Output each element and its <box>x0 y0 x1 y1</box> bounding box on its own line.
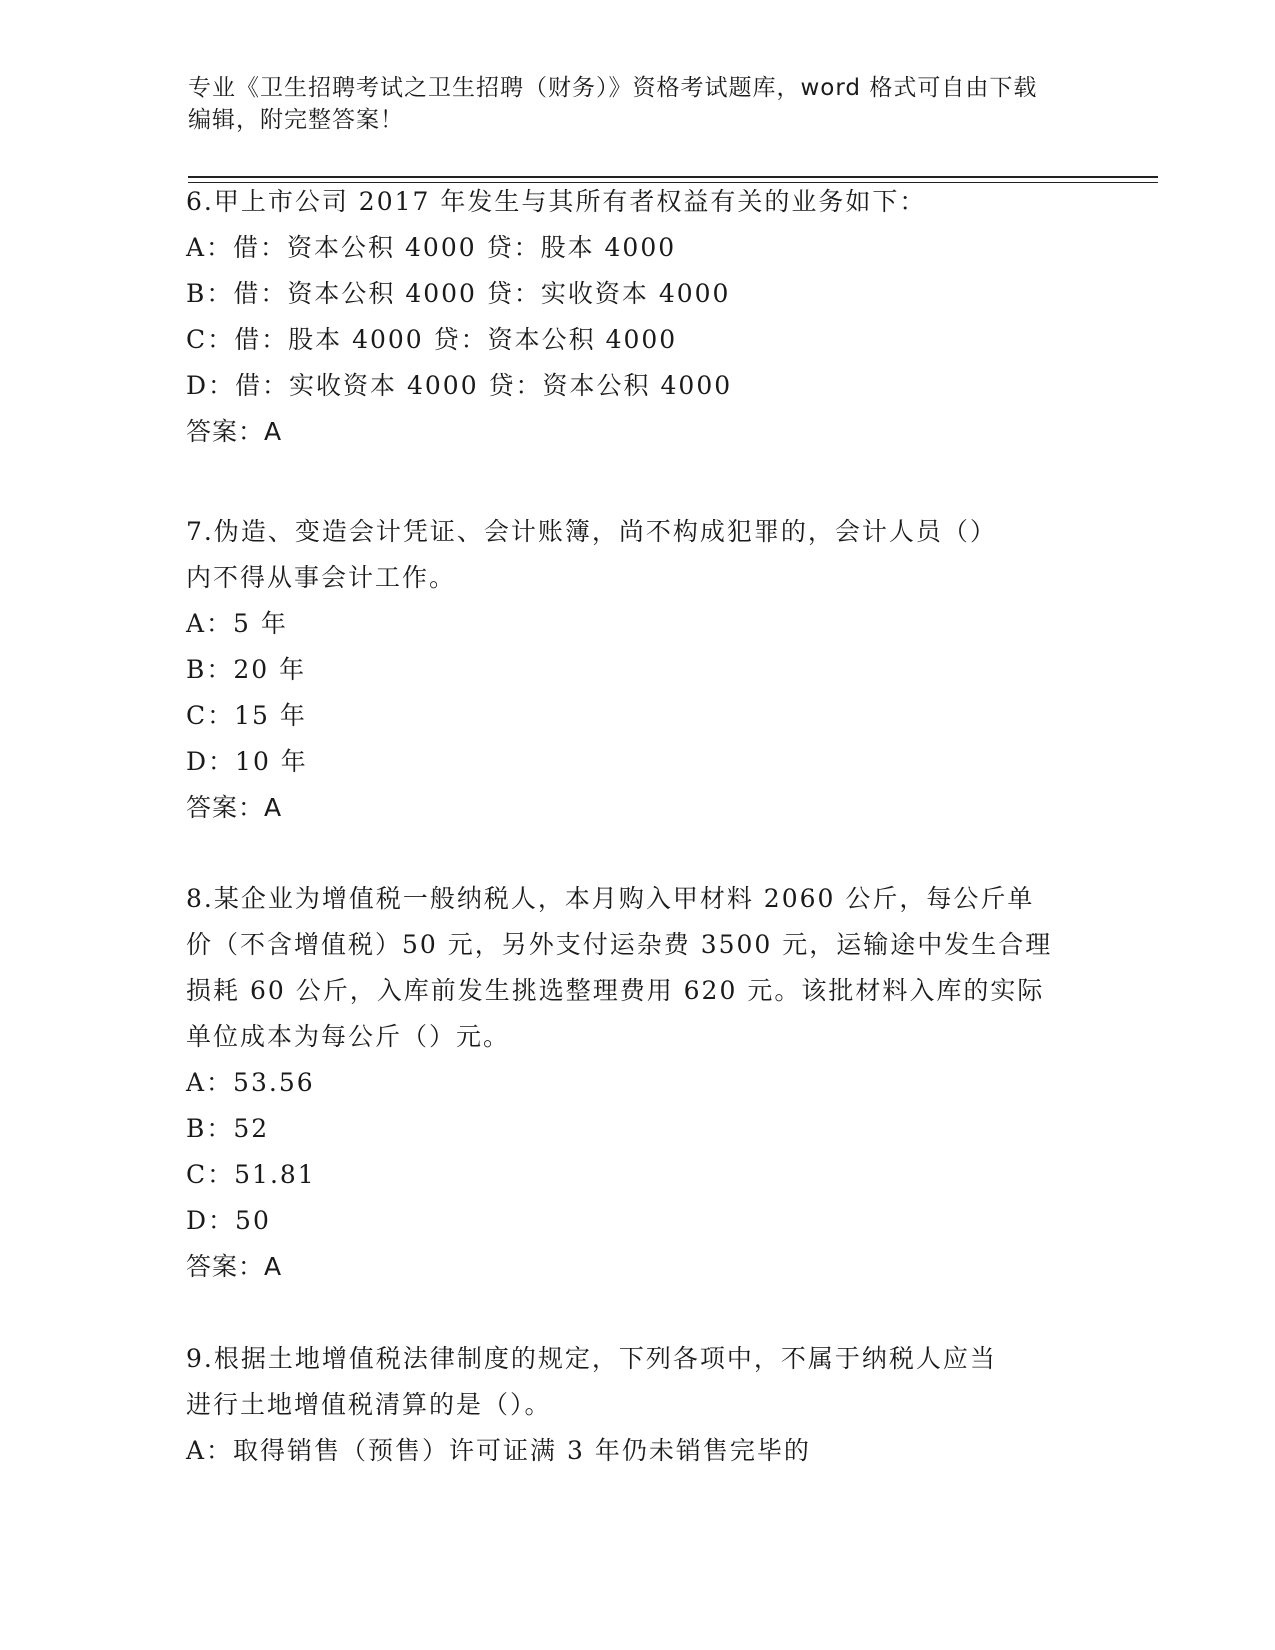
answer-label: 答案：A <box>186 1252 283 1281</box>
question-stem-line: 进行土地增值税清算的是（）。 <box>186 1390 552 1419</box>
header-line-1: 专业《卫生招聘考试之卫生招聘（财务）》资格考试题库，word 格式可自由下载 <box>188 75 1038 101</box>
question-stem-line: 单位成本为每公斤（）元。 <box>186 1022 511 1051</box>
question-6 <box>186 179 1086 455</box>
option-b: B：20 年 <box>186 655 307 684</box>
question-stem-line: 8.某企业为增值税一般纳税人，本月购入甲材料 2060 公斤，每公斤单 <box>186 884 1035 913</box>
header-line-2: 编辑，附完整答案！ <box>188 107 404 133</box>
option-c: C：51.81 <box>186 1160 316 1189</box>
question-stem-line: 内不得从事会计工作。 <box>186 563 457 592</box>
option-a: A：借：资本公积 4000 贷：股本 4000 <box>186 233 677 262</box>
option-b: B：52 <box>186 1114 270 1143</box>
question-7 <box>186 509 1086 831</box>
option-c: C：借：股本 4000 贷：资本公积 4000 <box>186 325 678 354</box>
answer-label: 答案：A <box>186 417 283 446</box>
question-8 <box>186 876 1086 1290</box>
option-a: A：53.56 <box>186 1068 315 1097</box>
option-a: A：5 年 <box>186 609 288 638</box>
option-a: A：取得销售（预售）许可证满 3 年仍未销售完毕的 <box>186 1436 811 1465</box>
option-d: D：10 年 <box>186 747 308 776</box>
question-stem-line: 损耗 60 公斤，入库前发生挑选整理费用 620 元。该批材料入库的实际 <box>186 976 1045 1005</box>
option-c: C：15 年 <box>186 701 307 730</box>
header-divider-thick <box>188 176 1158 178</box>
question-stem-line: 6.甲上市公司 2017 年发生与其所有者权益有关的业务如下： <box>186 187 927 216</box>
option-b: B：借：资本公积 4000 贷：实收资本 4000 <box>186 279 731 308</box>
option-d: D：借：实收资本 4000 贷：资本公积 4000 <box>186 371 733 400</box>
question-stem-line: 价（不含增值税）50 元，另外支付运杂费 3500 元，运输途中发生合理 <box>186 930 1053 959</box>
question-stem-line: 9.根据土地增值税法律制度的规定，下列各项中，不属于纳税人应当 <box>186 1344 997 1373</box>
option-d: D：50 <box>186 1206 271 1235</box>
question-stem-line: 7.伪造、变造会计凭证、会计账簿，尚不构成犯罪的，会计人员（） <box>186 517 997 546</box>
document-header <box>188 72 1088 136</box>
answer-label: 答案：A <box>186 793 283 822</box>
question-9 <box>186 1336 1086 1474</box>
